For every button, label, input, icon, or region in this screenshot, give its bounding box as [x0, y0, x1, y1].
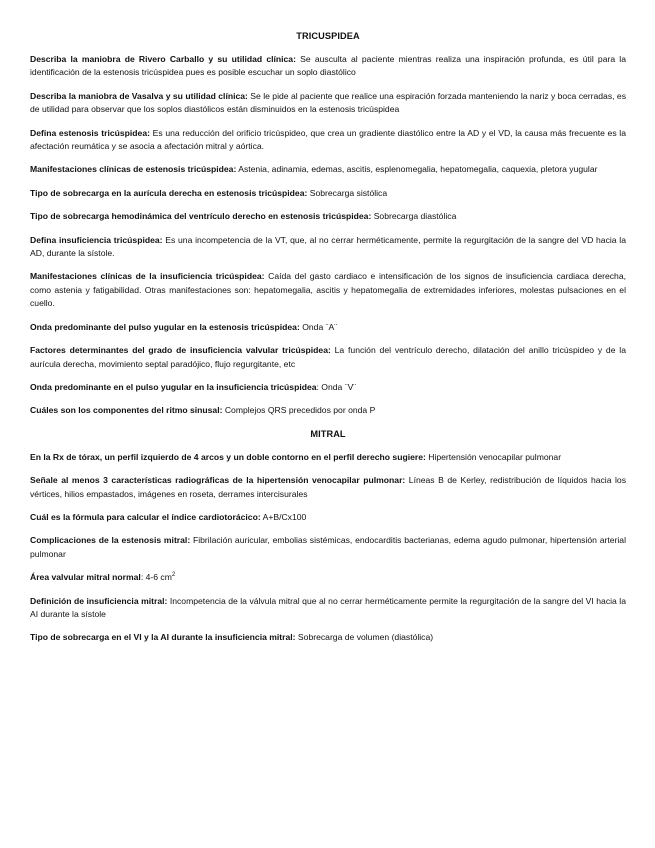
answer-text: Sobrecarga diastólica — [371, 211, 457, 222]
qa-item — [30, 210, 626, 223]
answer-text: La función del ventrículo derecho, dilatación del anillo tricúspideo y de la aurícula derecha, movimiento septal paradójico, flujo regurgitante, etc — [30, 345, 626, 369]
answer-text: Fibrilación auricular, embolias sistémicas, endocarditis bacterianas, edema agudo pulmonar, hipertensión arterial pulmonar — [30, 535, 626, 559]
qa-item — [30, 270, 626, 310]
answer-text: Líneas B de Kerley, redistribución de líquidos hacia los vértices, hilios empastados, imágenes en roseta, derrames intercisurales — [30, 475, 626, 499]
qa-item — [30, 321, 626, 334]
question-text: Factores determinantes del grado de insuficiencia valvular tricúspidea: — [30, 345, 331, 356]
qa-item — [30, 187, 626, 200]
qa-item — [30, 163, 626, 176]
question-text: Señale al menos 3 características radiográficas de la hipertensión venocapilar pulmonar: — [30, 475, 406, 486]
question-text: Cuáles son los componentes del ritmo sinusal: — [30, 405, 223, 416]
section-title-tricuspid: TRICUSPIDEA — [296, 31, 360, 41]
qa-item — [30, 404, 626, 417]
qa-item — [30, 127, 626, 154]
answer-text: Astenia, adinamia, edemas, ascitis, esplenomegalia, hepatomegalia, caquexia, pletora yugular — [236, 164, 598, 175]
answer-text: Se ausculta al paciente mientras realiza una inspiración profunda, es útil para la identificación de la estenosis tricúspidea pues es posible escuchar un soplo diastólico — [30, 54, 626, 78]
question-text: Describa la maniobra de Rivero Carballo y su utilidad clínica: — [30, 54, 296, 64]
qa-item — [30, 631, 626, 644]
question-text: Tipo de sobrecarga en la aurícula derecha en estenosis tricúspidea: — [30, 187, 308, 198]
answer-text: Caída del gasto cardiaco e intensificación de los signos de insuficiencia cardiaca derecha, como astenia y fatigabilidad. Otras manifestaciones son: hepatomegalia, ascitis y hepatomegalia de extremidades inferiores, molestas pulsaciones en el cuello. — [30, 271, 627, 309]
question-text: Área valvular mitral normal — [30, 572, 141, 583]
answer-text: A+B/Cx100 — [260, 511, 307, 522]
question-text: Onda predominante en el pulso yugular en la insuficiencia tricúspidea — [30, 381, 317, 392]
question-text: Tipo de sobrecarga hemodinámica del ventrículo derecho en estenosis tricúspidea: — [30, 211, 372, 222]
answer-text: Hipertensión venocapilar pulmonar — [425, 451, 562, 462]
question-text: Definición de insuficiencia mitral: — [30, 595, 168, 606]
question-text: Defina insuficiencia tricúspidea: — [30, 234, 163, 245]
answer-text: Sobrecarga sistólica — [307, 187, 388, 198]
qa-item — [30, 451, 626, 464]
section-title-mitral: MITRAL — [310, 428, 346, 439]
answer-text: : Onda ¨V¨ — [316, 381, 357, 392]
qa-item — [30, 344, 626, 371]
question-text: Defina estenosis tricúspidea: — [30, 127, 150, 138]
question-text: Describa la maniobra de Vasalva y su utilidad clínica: — [30, 90, 248, 101]
qa-item — [30, 511, 626, 524]
superscript-exponent: 2 — [171, 572, 176, 579]
qa-item — [30, 381, 626, 394]
question-text: Cuál es la fórmula para calcular el índice cardiotorácico: — [30, 511, 261, 522]
question-text: Manifestaciones clínicas de la insuficiencia tricúspidea: — [30, 271, 265, 282]
answer-text: Es una reducción del orificio tricúspideo, que crea un gradiente diastólico entre la AD y el VD, la causa más frecuente es la afectación reumática y se asocia a afectación mitral y aórtica. — [30, 127, 626, 152]
answer-text: Onda ¨A¨ — [299, 321, 338, 332]
question-text: En la Rx de tórax, un perfil izquierdo de 4 arcos y un doble contorno en el perfil derecho sugiere: — [30, 451, 426, 462]
qa-item — [30, 595, 626, 622]
question-text: Complicaciones de la estenosis mitral: — [30, 535, 191, 546]
answer-text: Se le pide al paciente que realice una espiración forzada manteniendo la nariz y boca cerradas, es de utilidad para observar que los soplos diastólicos están disminuidos en la estenosis tricúspidea — [30, 90, 626, 115]
question-text: Tipo de sobrecarga en el VI y la AI durante la insuficiencia mitral: — [30, 632, 296, 643]
qa-item — [30, 534, 626, 561]
answer-text: : 4-6 cm — [140, 572, 172, 583]
qa-item — [30, 90, 626, 117]
document-page — [30, 30, 626, 655]
answer-text: Incompetencia de la válvula mitral que al no cerrar herméticamente permite la regurgitación de la sangre del VI hacia la AI durante la sístole — [30, 595, 626, 619]
answer-text: Es una incompetencia de la VT, que, al no cerrar herméticamente, permite la regurgitación de la sangre del VD hacia la AD, durante la sístole. — [30, 234, 626, 259]
answer-text: Sobrecarga de volumen (diastólica) — [295, 632, 434, 643]
question-text: Manifestaciones clínicas de estenosis tricúspidea: — [30, 164, 237, 175]
qa-item — [30, 474, 626, 501]
qa-item — [30, 234, 626, 261]
qa-item — [30, 571, 626, 584]
qa-item — [30, 53, 626, 80]
question-text: Onda predominante del pulso yugular en la estenosis tricúspidea: — [30, 321, 300, 332]
answer-text: Complejos QRS precedidos por onda P — [222, 405, 376, 416]
